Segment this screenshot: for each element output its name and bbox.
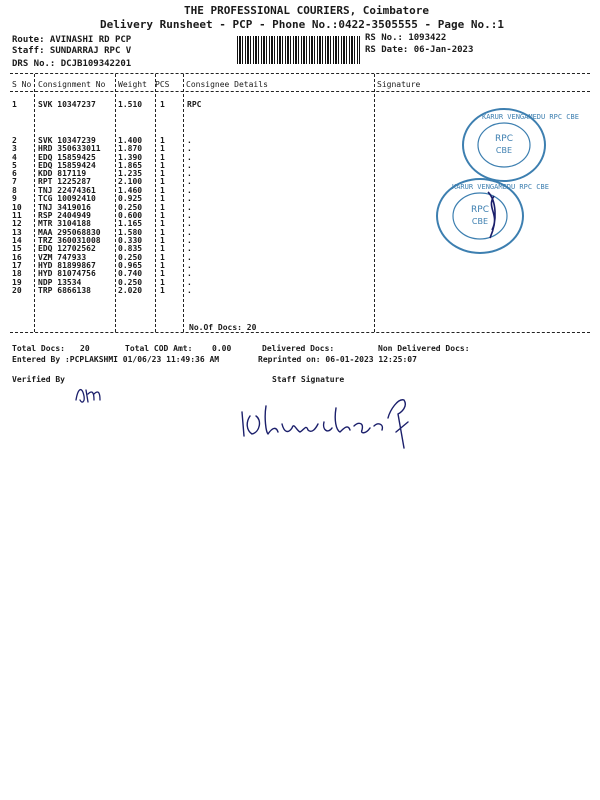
row-sno: 15 bbox=[12, 244, 22, 253]
delivered-docs: Delivered Docs: bbox=[262, 344, 335, 353]
row-weight: 0.965 bbox=[118, 261, 143, 270]
row-sno: 14 bbox=[12, 236, 22, 245]
row-consignment-no: RSP 2404949 bbox=[38, 211, 91, 220]
row-pcs: 1 bbox=[160, 278, 165, 287]
col-header-consignee: Consignee Details bbox=[186, 80, 268, 89]
staff-text: Staff: SUNDARRAJ RPC V bbox=[12, 46, 132, 56]
drs-text: DRS No.: DCJB109342201 bbox=[12, 59, 132, 69]
col-header-pcs: PCS bbox=[155, 80, 170, 89]
row-consignee-details: . bbox=[187, 161, 192, 170]
row-weight: 0.250 bbox=[118, 203, 143, 212]
row-consignment-no: MTR 3104188 bbox=[38, 219, 91, 228]
row-consignment-no: TNJ 22474361 bbox=[38, 186, 96, 195]
row-weight: 1.870 bbox=[118, 144, 143, 153]
row-sno: 7 bbox=[12, 177, 17, 186]
row-consignee-details: . bbox=[187, 228, 192, 237]
row-pcs: 1 bbox=[160, 161, 165, 170]
row-sno: 5 bbox=[12, 161, 17, 170]
verifier-initials bbox=[72, 382, 132, 408]
staff-signature bbox=[238, 392, 428, 454]
row-consignment-no: NDP 13534 bbox=[38, 278, 82, 287]
runsheet-subtitle: Delivery Runsheet - PCP - Phone No.:0422-3505555 - Page No.:1 bbox=[100, 18, 504, 31]
row-weight: 0.740 bbox=[118, 269, 143, 278]
barcode bbox=[237, 36, 360, 64]
table-top-rule bbox=[10, 73, 590, 74]
row-weight: 1.235 bbox=[118, 169, 143, 178]
row-consignee-details: . bbox=[187, 278, 192, 287]
row-pcs: 1 bbox=[160, 253, 165, 262]
row-weight: 1.865 bbox=[118, 161, 143, 170]
row-consignee-details: . bbox=[187, 186, 192, 195]
row-consignment-no: EDQ 12702562 bbox=[38, 244, 96, 253]
row-weight: 0.835 bbox=[118, 244, 143, 253]
row-sno: 10 bbox=[12, 203, 22, 212]
company-title: THE PROFESSIONAL COURIERS, Coimbatore bbox=[184, 4, 430, 17]
row-sno: 1 bbox=[12, 100, 17, 109]
no-of-docs: No.Of Docs: 20 bbox=[189, 323, 257, 332]
row-pcs: 1 bbox=[160, 100, 165, 109]
row-weight: 1.165 bbox=[118, 219, 143, 228]
stamp-label: KARUR VENGAMEDU RPC CBE bbox=[452, 183, 549, 191]
row-pcs: 1 bbox=[160, 177, 165, 186]
table-row bbox=[0, 286, 600, 295]
row-consignee-details: . bbox=[187, 211, 192, 220]
total-cod-label: Total COD Amt: bbox=[125, 344, 193, 353]
row-weight: 1.510 bbox=[118, 100, 143, 109]
row-pcs: 1 bbox=[160, 211, 165, 220]
row-consignee-details: . bbox=[187, 269, 192, 278]
row-pcs: 1 bbox=[160, 236, 165, 245]
row-weight: 0.330 bbox=[118, 236, 143, 245]
row-sno: 8 bbox=[12, 186, 17, 195]
verified-by-label: Verified By bbox=[12, 375, 65, 384]
row-pcs: 1 bbox=[160, 194, 165, 203]
row-sno: 11 bbox=[12, 211, 22, 220]
row-consignment-no: SVK 10347239 bbox=[38, 136, 96, 145]
row-pcs: 1 bbox=[160, 203, 165, 212]
row-sno: 18 bbox=[12, 269, 22, 278]
stamp-label: KARUR VENGAMEDU RPC CBE bbox=[482, 113, 579, 121]
rs-date: RS Date: 06-Jan-2023 bbox=[365, 45, 474, 55]
row-sno: 6 bbox=[12, 169, 17, 178]
row-consignee-details: . bbox=[187, 236, 192, 245]
row-consignment-no: TCG 10092410 bbox=[38, 194, 96, 203]
col-header-sno: S No bbox=[12, 80, 32, 89]
row-weight: 1.400 bbox=[118, 136, 143, 145]
row-consignee-details: . bbox=[187, 169, 192, 178]
row-sno: 19 bbox=[12, 278, 22, 287]
row-pcs: 1 bbox=[160, 286, 165, 295]
row-consignment-no: HRD 350633011 bbox=[38, 144, 101, 153]
row-weight: 0.250 bbox=[118, 278, 143, 287]
row-sno: 4 bbox=[12, 153, 17, 162]
row-pcs: 1 bbox=[160, 269, 165, 278]
row-consignee-details: . bbox=[187, 153, 192, 162]
row-consignment-no: EDQ 15859425 bbox=[38, 153, 96, 162]
row-consignment-no: HYD 81074756 bbox=[38, 269, 96, 278]
svg-text:RPC: RPC bbox=[471, 205, 489, 215]
row-sno: 20 bbox=[12, 286, 22, 295]
row-consignment-no: EDQ 15859424 bbox=[38, 161, 96, 170]
row-pcs: 1 bbox=[160, 244, 165, 253]
row-consignment-no: MAA 295068830 bbox=[38, 228, 101, 237]
row-weight: 2.100 bbox=[118, 177, 143, 186]
row-consignee-details: . bbox=[187, 144, 192, 153]
row-weight: 1.580 bbox=[118, 228, 143, 237]
svg-text:RPC: RPC bbox=[495, 134, 513, 144]
row-consignee-details: . bbox=[187, 203, 192, 212]
row-pcs: 1 bbox=[160, 153, 165, 162]
row-consignment-no: TRP 6866138 bbox=[38, 286, 91, 295]
row-consignee-details: . bbox=[187, 194, 192, 203]
row-pcs: 1 bbox=[160, 219, 165, 228]
entered-by: Entered By :PCPLAKSHMI 01/06/23 11:49:36 AM bbox=[12, 355, 220, 364]
row-sno: 9 bbox=[12, 194, 17, 203]
table-row bbox=[0, 269, 600, 278]
row-consignment-no: RPT 1225287 bbox=[38, 177, 91, 186]
col-header-weight: Weight bbox=[118, 80, 147, 89]
row-weight: 1.460 bbox=[118, 186, 143, 195]
row-consignment-no: TNJ 3419016 bbox=[38, 203, 91, 212]
row-sno: 17 bbox=[12, 261, 22, 270]
row-consignee-details: . bbox=[187, 136, 192, 145]
row-pcs: 1 bbox=[160, 261, 165, 270]
total-cod-value: 0.00 bbox=[212, 344, 232, 353]
row-consignment-no: VZM 747933 bbox=[38, 253, 87, 262]
row-consignee-details: RPC bbox=[187, 100, 202, 109]
row-weight: 0.250 bbox=[118, 253, 143, 262]
row-consignment-no: TRZ 360031008 bbox=[38, 236, 101, 245]
row-consignee-details: . bbox=[187, 261, 192, 270]
row-pcs: 1 bbox=[160, 228, 165, 237]
staff-signature-label: Staff Signature bbox=[272, 375, 345, 384]
row-pcs: 1 bbox=[160, 144, 165, 153]
reprinted-on: Reprinted on: 06-01-2023 12:25:07 bbox=[258, 355, 417, 364]
row-consignee-details: . bbox=[187, 253, 192, 262]
row-sno: 2 bbox=[12, 136, 17, 145]
row-sno: 12 bbox=[12, 219, 22, 228]
row-consignment-no: HYD 81899867 bbox=[38, 261, 96, 270]
row-pcs: 1 bbox=[160, 169, 165, 178]
col-header-signature: Signature bbox=[377, 80, 421, 89]
total-docs-value: 20 bbox=[80, 344, 90, 353]
table-bottom-rule bbox=[10, 332, 590, 333]
row-sno: 13 bbox=[12, 228, 22, 237]
total-docs-label: Total Docs: bbox=[12, 344, 65, 353]
non-delivered-docs: Non Delivered Docs: bbox=[378, 344, 470, 353]
row-consignee-details: . bbox=[187, 286, 192, 295]
row-consignment-no: KDD 817119 bbox=[38, 169, 87, 178]
row-sno: 16 bbox=[12, 253, 22, 262]
rs-number: RS No.: 1093422 bbox=[365, 33, 447, 43]
row-consignment-no: SVK 10347237 bbox=[38, 100, 96, 109]
row-consignee-details: . bbox=[187, 219, 192, 228]
row-weight: 2.020 bbox=[118, 286, 143, 295]
row-pcs: 1 bbox=[160, 136, 165, 145]
svg-text:CBE: CBE bbox=[471, 217, 489, 226]
row-weight: 0.600 bbox=[118, 211, 143, 220]
row-consignee-details: . bbox=[187, 244, 192, 253]
svg-text:CBE: CBE bbox=[495, 146, 513, 155]
table-header-rule bbox=[10, 91, 590, 92]
row-consignee-details: . bbox=[187, 177, 192, 186]
row-pcs: 1 bbox=[160, 186, 165, 195]
row-sno: 3 bbox=[12, 144, 17, 153]
route-text: Route: AVINASHI RD PCP bbox=[12, 35, 132, 45]
col-header-consignment: Consignment No bbox=[38, 80, 106, 89]
row-weight: 0.925 bbox=[118, 194, 143, 203]
row-weight: 1.390 bbox=[118, 153, 143, 162]
